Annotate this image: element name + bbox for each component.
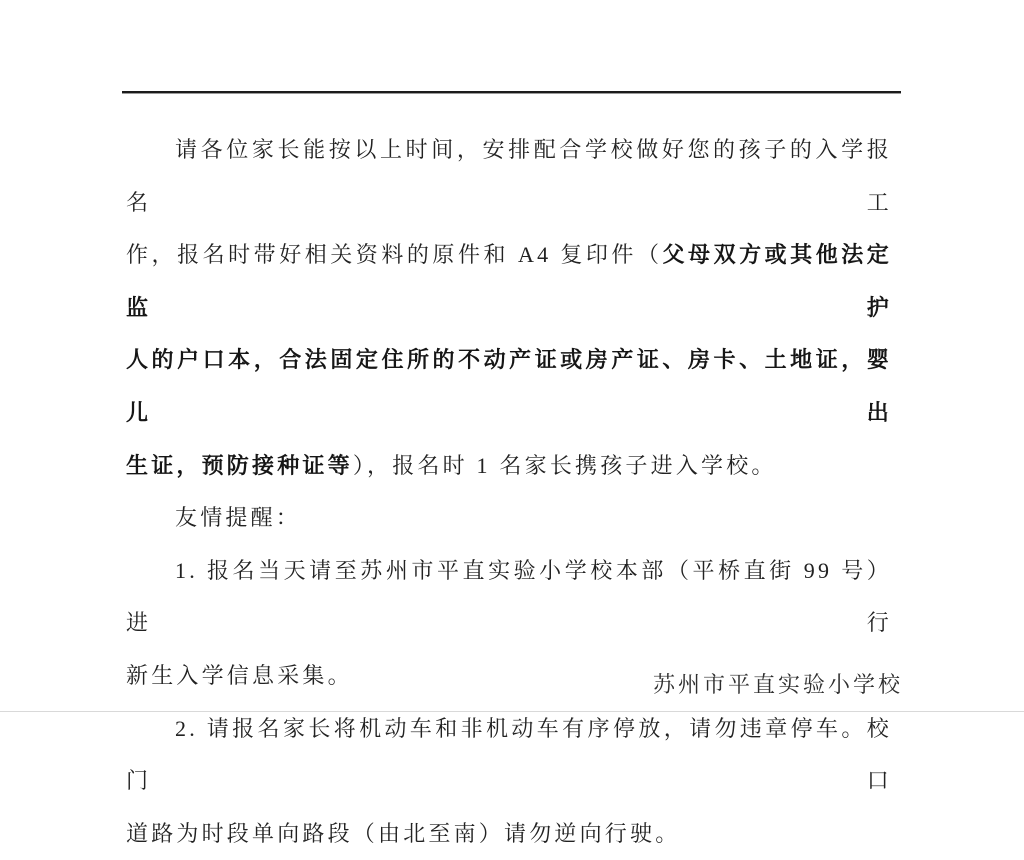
bold-text-segment: 生证，预防接种证等 [126, 452, 353, 478]
text-segment: 新生入学信息采集。 [126, 662, 353, 688]
text-line-p0-l1 [126, 229, 892, 334]
text-segment: 请各位家长能按以上时间，安排配合学校做好您的孩子的入学报名工 [126, 137, 892, 215]
text-line-p0-l0 [126, 124, 892, 229]
text-line-p3-l0 [126, 703, 892, 808]
text-segment: ），报名时 1 名家长携孩子进入学校。 [352, 452, 777, 478]
bold-text-segment: 人的户口本，合法固定住所的不动产证或房产证、房卡、土地证，婴儿出 [126, 347, 892, 425]
text-line-p1-l0 [126, 492, 892, 545]
text-line-p0-l3 [126, 440, 892, 493]
text-segment: 作，报名时带好相关资料的原件和 A4 复印件（ [126, 242, 663, 268]
document-body [126, 124, 892, 860]
page-bottom-edge [0, 711, 1024, 712]
horizontal-rule [122, 91, 901, 94]
text-line-p0-l2 [126, 334, 892, 439]
text-line-p3-l1 [126, 808, 892, 860]
text-segment: 道路为时段单向路段（由北至南）请勿逆向行驶。 [126, 820, 681, 846]
text-segment: 2. 请报名家长将机动车和非机动车有序停放，请勿违章停车。校门口 [126, 715, 892, 794]
signature: 苏州市平直实验小学校 [652, 672, 903, 697]
bold-text-segment: 父母双方或其他法定监护 [126, 242, 892, 320]
text-segment: 友情提醒： [175, 505, 302, 531]
text-segment: 1. 报名当天请至苏州市平直实验小学校本部（平桥直街 99 号）进行 [126, 557, 892, 636]
text-line-p2-l0 [126, 545, 892, 650]
